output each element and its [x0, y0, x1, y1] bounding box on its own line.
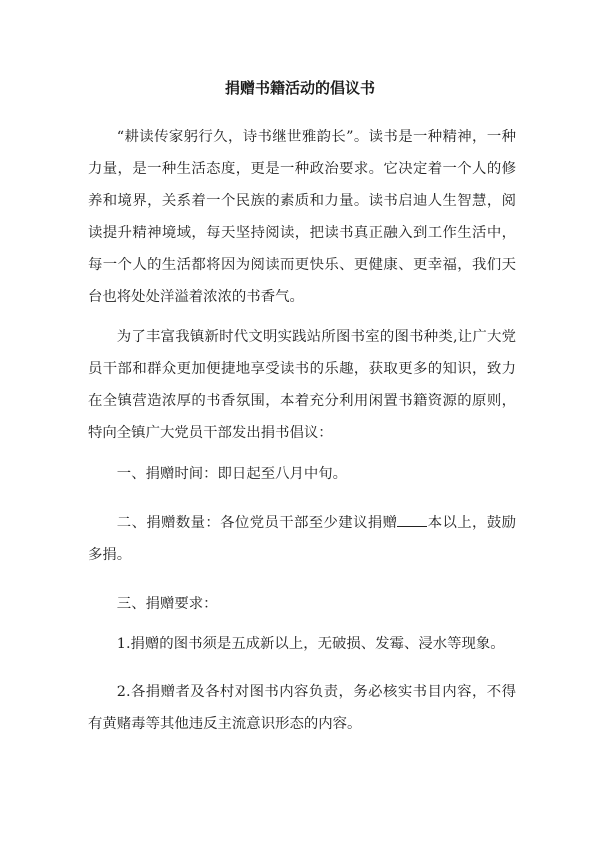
requirement-item-2: 2.各捐赠者及各村对图书内容负责，务必核实书目内容，不得有黄赌毒等其他违反主流意识形态的内容。 — [88, 684, 516, 732]
quantity-blank-line — [397, 512, 427, 527]
quantity-text-after: 本以上，鼓励多捐。 — [88, 515, 516, 563]
requirements-heading: 三、捐赠要求： — [116, 596, 218, 612]
intro-paragraph: “耕读传家躬行久，诗书继世雅韵长”。读书是一种精神，一种力量，是一种生活态度，更是一种政治要求。它决定着一个人的修养和境界，关系着一个民族的素质和力量。读书启迪人生智慧，阅读提升精神境域，每天坚持阅读，把读书真正融入到工作生活中，每一个人的生活都将因为阅读而更快乐、更健康、更幸福，我们天台也将处处洋溢着浓浓的书香气。 — [88, 129, 516, 305]
document-title: 捐赠书籍活动的倡议书 — [224, 79, 375, 97]
requirement-item-1: 1.捐赠的图书须是五成新以上，无破损、发霉、浸水等现象。 — [116, 636, 505, 652]
purpose-paragraph: 为了丰富我镇新时代文明实践站所图书室的图书种类,让广大党员干部和群众更加便捷地享受读书的乐趣，获取更多的知识，致力在全镇营造浓厚的书香氛围，本着充分利用闲置书籍资源的原则，特向全镇广大党员干部发出捐书倡议： — [88, 329, 516, 441]
donation-quantity-item — [88, 507, 516, 571]
donation-time-item: 一、捐赠时间：即日起至八月中旬。 — [116, 466, 348, 482]
quantity-text-before: 二、捐赠数量：各位党员干部至少建议捐赠 — [116, 515, 398, 531]
